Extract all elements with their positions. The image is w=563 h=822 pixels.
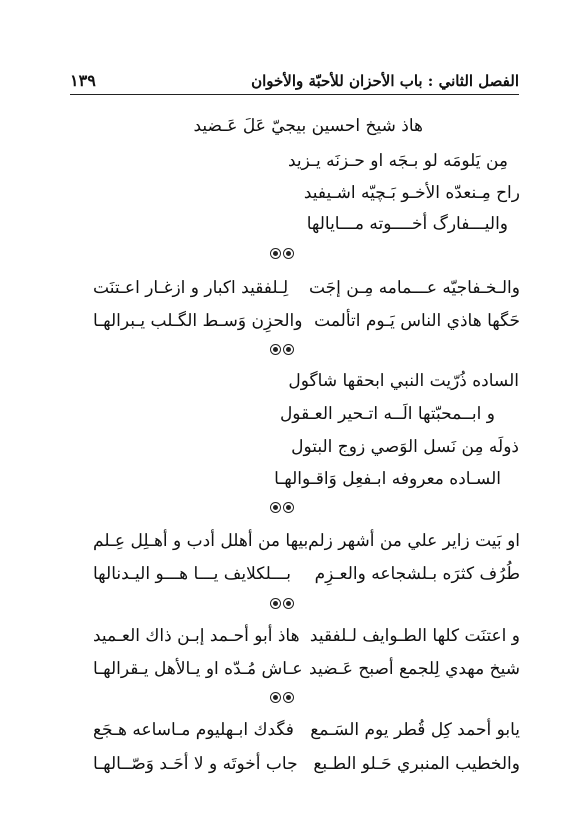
verse-left-half: عـاش مُـدّه او يـالأهل يـقرالهـا xyxy=(93,659,303,679)
stanza-ornament xyxy=(0,248,563,262)
stanza-ornament xyxy=(0,598,563,612)
verse-left-half: لِـلفقيد اكبار و ازغـار اعـتنَت xyxy=(93,278,289,298)
verse-left-half: فگدك ابـهليوم مـاساعه هـجَع xyxy=(93,720,294,740)
stanza-ornament xyxy=(0,344,563,358)
verse-left-half: بـــلكلايف يـــا هـــو اليـدنالها xyxy=(93,564,291,584)
verse-right-half: والـخـفاجيّه عـــمامه مِـن إجَت xyxy=(308,278,520,298)
verse-right-half: طُرُف كثرَه بـلشجاعه والعـزِم xyxy=(314,564,520,584)
verse-line: مِن يَلومَه لو بـجَه او حـزنَه يـزيد xyxy=(288,151,508,171)
verse-right-half: يابو أحمد كِل قُطر يوم السَـمع xyxy=(310,720,520,740)
stanza-ornament xyxy=(0,692,563,706)
verse-line: ذولَه مِن نَسل الوَصي زوج البتول xyxy=(291,437,519,457)
page-number: ١٣٩ xyxy=(70,71,96,90)
stanza-ornament xyxy=(0,502,563,516)
verse-left-half: جاب أخوتَه و لا أحَـد وَصّــالهـا xyxy=(93,754,298,774)
verse-line: الساده ذُرّيت النبي ابحقها شاگول xyxy=(288,371,519,391)
verse-line: السـاده معروفه ابـفعِل وَاقـوالهـا xyxy=(274,469,501,489)
running-header xyxy=(70,60,519,95)
verse-right-half: شيخ مهدي لِلجمع أصبح عَـضيد xyxy=(309,659,520,679)
verse-right-half: او بَيت زاير علي من أشهر زلم xyxy=(308,531,520,551)
verse-right-half: والخطيب المنبري حَـلو الطـبع xyxy=(313,754,520,774)
verse-left-half: والحزِن وَسـط الگـلب يـبرالهـا xyxy=(93,311,303,331)
verse-line: و ابــمحبّتها الَــه اتـحير العـقول xyxy=(279,404,495,424)
verse-line: هاذ شيخ احسين بيجيّ عَلَ عَـضيد xyxy=(193,116,423,136)
verse-right-half: حَگها هاذي الناس يَـوم اتألمت xyxy=(314,311,520,331)
verse-line: واليـــفارگ أخــــوته مـــايالها xyxy=(306,214,508,234)
verse-left-half: بيها من أهلل أدب و أهـلِل عِـلم xyxy=(93,531,309,551)
chapter-title: الفصل الثاني : باب الأحزان للأحبّة والأخوان xyxy=(251,72,519,90)
verse-right-half: و اعتنَت كلها الطـوايف لـلفقيد xyxy=(309,626,520,646)
verse-left-half: هاذ أبو أحـمد إبـن ذاك العـميد xyxy=(93,626,300,646)
verse-line: راح مِـنعدّه الأخـو بَـچيّه اشـيفيد xyxy=(303,183,520,203)
